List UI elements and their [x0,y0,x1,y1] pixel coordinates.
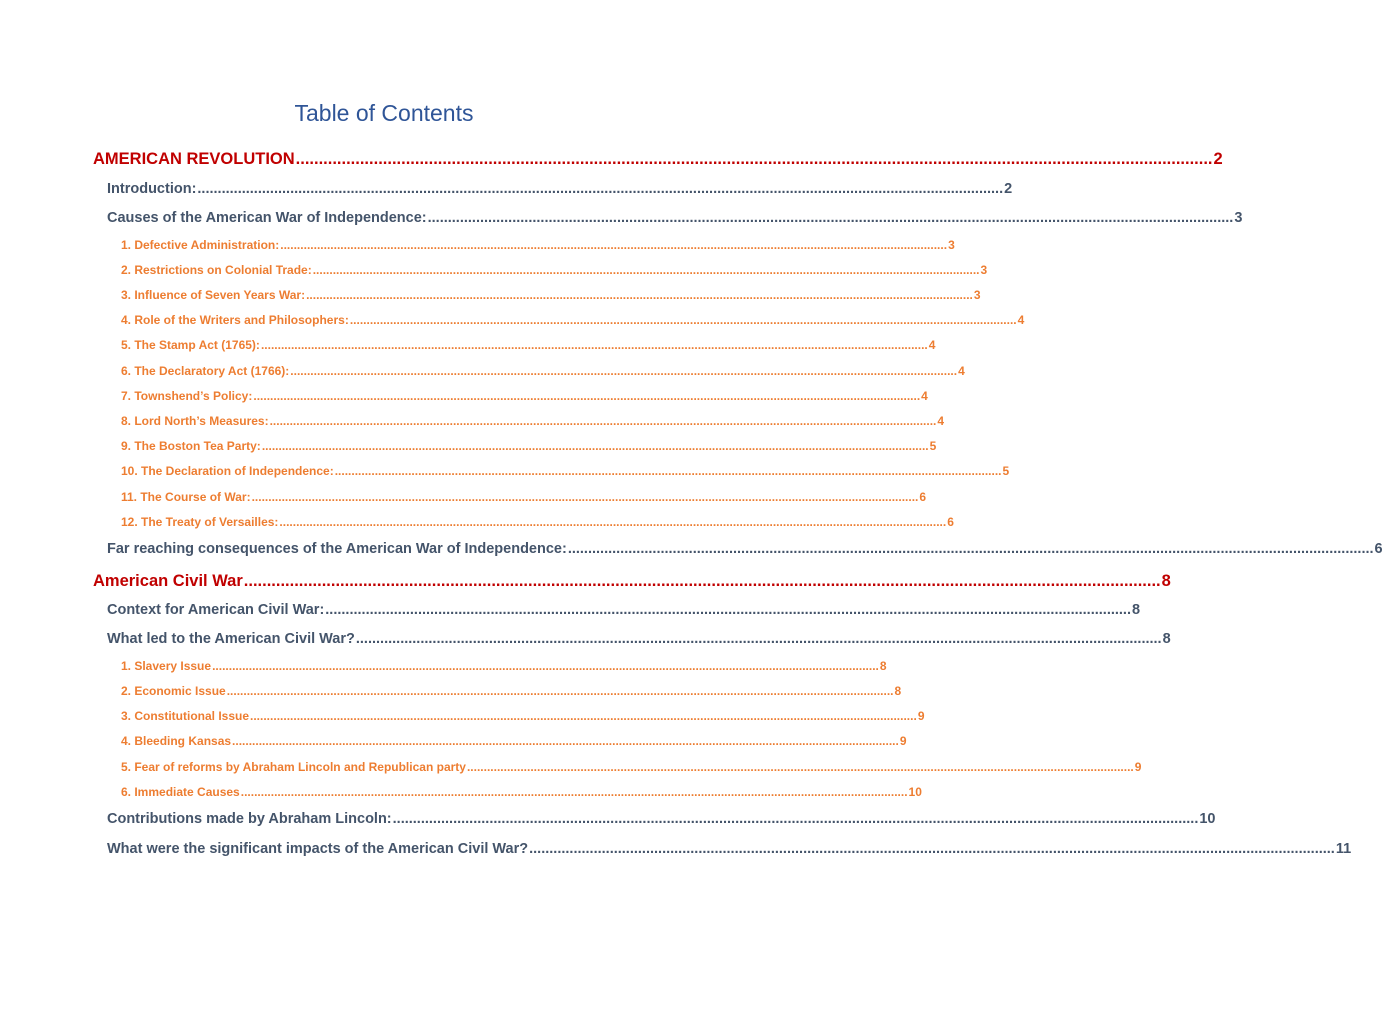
toc-page-number: 8 [1161,572,1171,590]
toc-entry-label: 6. Immediate Causes [121,785,240,799]
toc-entry-label: 3. Influence of Seven Years War: [121,288,306,302]
toc-page-number: 2 [1213,150,1223,168]
toc-page-number: 8 [894,684,902,698]
toc-entry-level-2[interactable] [107,181,1013,197]
toc-entry-level-1[interactable] [93,150,1223,169]
toc-entry-level-3[interactable] [121,389,928,403]
toc-dot-leader: ........................................................................................................................................................................................................ [251,490,919,504]
toc-entry-label: Introduction: [107,181,197,197]
toc-dot-leader: ........................................................................................................................................................................................................ [355,631,1162,647]
toc-entry-level-3[interactable] [121,709,925,723]
toc-page-number: 11 [1335,841,1352,857]
toc-page-number: 5 [1002,464,1010,478]
toc-entry-level-3[interactable] [121,515,954,529]
toc-entry-level-3[interactable] [121,464,1010,478]
toc-entry-label: 6. The Declaratory Act (1766): [121,364,290,378]
toc-page-number: 4 [937,414,945,428]
toc-page-number: 8 [1162,631,1171,647]
toc-dot-leader: ........................................................................................................................................................................................................ [212,659,879,673]
toc-page-number: 8 [1132,602,1141,618]
toc-title: Table of Contents [294,100,474,126]
toc-entry-label: 8. Lord North’s Measures: [121,414,269,428]
toc-page-number: 5 [929,439,937,453]
toc-entry-level-3[interactable] [121,364,965,378]
toc-page-number: 10 [1199,811,1216,827]
toc-entry-level-2[interactable] [107,541,1383,557]
toc-entry-label: 1. Defective Administration: [121,238,280,252]
toc-entry-label: 2. Restrictions on Colonial Trade: [121,263,312,277]
toc-dot-leader: ........................................................................................................................................................................................................ [197,181,1004,197]
toc-entry-label: 4. Role of the Writers and Philosophers: [121,313,349,327]
toc-page-number: 4 [958,364,965,378]
toc-entry-label: American Civil War [93,572,243,590]
toc-page-number: 6 [947,515,954,529]
toc-entry-label: 10. The Declaration of Independence: [121,464,334,478]
toc-dot-leader: ........................................................................................................................................................................................................ [312,263,980,277]
toc-entry-level-3[interactable] [121,490,927,504]
toc-entry-level-3[interactable] [121,439,937,453]
toc-dot-leader: ........................................................................................................................................................................................................ [240,785,908,799]
toc-entry-level-2[interactable] [107,602,1141,618]
toc-page-number: 3 [973,288,981,302]
toc-entry-level-2[interactable] [107,811,1216,827]
toc-dot-leader: ........................................................................................................................................................................................................ [325,602,1131,618]
toc-page-number: 2 [1004,181,1013,197]
toc-page-number: 3 [980,263,988,277]
toc-entry-label: Causes of the American War of Independence: [107,210,427,226]
toc-entry-label: 9. The Boston Tea Party: [121,439,261,453]
toc-entry-label: 2. Economic Issue [121,684,226,698]
toc-dot-leader: ........................................................................................................................................................................................................ [226,684,894,698]
toc-page-number: 3 [948,238,955,252]
toc-page-number: 6 [1374,541,1383,557]
toc-entry-label: 12. The Treaty of Versailles: [121,515,279,529]
toc-dot-leader: ........................................................................................................................................................................................................ [279,515,947,529]
toc-dot-leader: ........................................................................................................................................................................................................ [260,338,928,352]
toc-dot-leader: ........................................................................................................................................................................................................ [529,841,1335,857]
toc-dot-leader: ........................................................................................................................................................................................................ [243,572,1161,590]
toc-entry-label: 4. Bleeding Kansas [121,734,232,748]
toc-entry-level-2[interactable] [107,631,1171,647]
toc-dot-leader: ........................................................................................................................................................................................................ [280,238,948,252]
toc-dot-leader: ........................................................................................................................................................................................................ [290,364,958,378]
toc-entry-level-3[interactable] [121,263,988,277]
toc-dot-leader: ........................................................................................................................................................................................................ [261,439,929,453]
toc-dot-leader: ........................................................................................................................................................................................................ [250,709,917,723]
toc-page-number: 4 [928,338,936,352]
toc-entry-level-3[interactable] [121,238,955,252]
toc-dot-leader: ........................................................................................................................................................................................................ [392,811,1199,827]
toc-dot-leader: ........................................................................................................................................................................................................ [349,313,1017,327]
toc-dot-leader: ........................................................................................................................................................................................................ [427,210,1234,226]
toc-page-number: 9 [917,709,925,723]
toc-entry-level-3[interactable] [121,659,887,673]
toc-dot-leader: ........................................................................................................................................................................................................ [567,541,1374,557]
toc-entry-label: Contributions made by Abraham Lincoln: [107,811,392,827]
toc-page-number: 4 [921,389,928,403]
toc-dot-leader: ........................................................................................................................................................................................................ [295,150,1213,168]
toc-dot-leader: ........................................................................................................................................................................................................ [306,288,973,302]
toc-entry-label: 11. The Course of War: [121,490,251,504]
toc-dot-leader: ........................................................................................................................................................................................................ [232,734,899,748]
toc-entry-level-3[interactable] [121,414,945,428]
toc-entry-level-3[interactable] [121,734,907,748]
toc-entry-level-2[interactable] [107,841,1352,857]
toc-entry-label: Context for American Civil War: [107,602,325,618]
toc-page-number: 10 [908,785,922,799]
toc-entry-level-3[interactable] [121,760,1142,774]
toc-entry-level-1[interactable] [93,572,1171,591]
toc-dot-leader: ........................................................................................................................................................................................................ [334,464,1002,478]
toc-entry-level-3[interactable] [121,288,981,302]
toc-entry-level-2[interactable] [107,210,1243,226]
toc-entry-label: 5. Fear of reforms by Abraham Lincoln and Republican party [121,760,466,774]
toc-dot-leader: ........................................................................................................................................................................................................ [466,760,1134,774]
toc-entry-level-3[interactable] [121,338,936,352]
toc-page-number: 6 [919,490,927,504]
toc-dot-leader: ........................................................................................................................................................................................................ [253,389,921,403]
toc-page-number: 9 [899,734,907,748]
toc-dot-leader: ........................................................................................................................................................................................................ [269,414,937,428]
toc-entry-label: 7. Townshend’s Policy: [121,389,253,403]
toc-entry-label: What led to the American Civil War? [107,631,355,647]
toc-page-number: 4 [1017,313,1025,327]
toc-entry-level-3[interactable] [121,785,922,799]
toc-page-number: 3 [1234,210,1243,226]
toc-entry-label: 1. Slavery Issue [121,659,212,673]
toc-entry-label: 5. The Stamp Act (1765): [121,338,260,352]
toc-page-number: 8 [879,659,887,673]
toc-entry-label: AMERICAN REVOLUTION [93,150,295,168]
toc-entry-level-3[interactable] [121,313,1025,327]
toc-entry-label: What were the significant impacts of the American Civil War? [107,841,529,857]
toc-page-number: 9 [1134,760,1142,774]
toc-entry-level-3[interactable] [121,684,902,698]
toc-entry-label: Far reaching consequences of the American War of Independence: [107,541,567,557]
toc-entry-label: 3. Constitutional Issue [121,709,250,723]
